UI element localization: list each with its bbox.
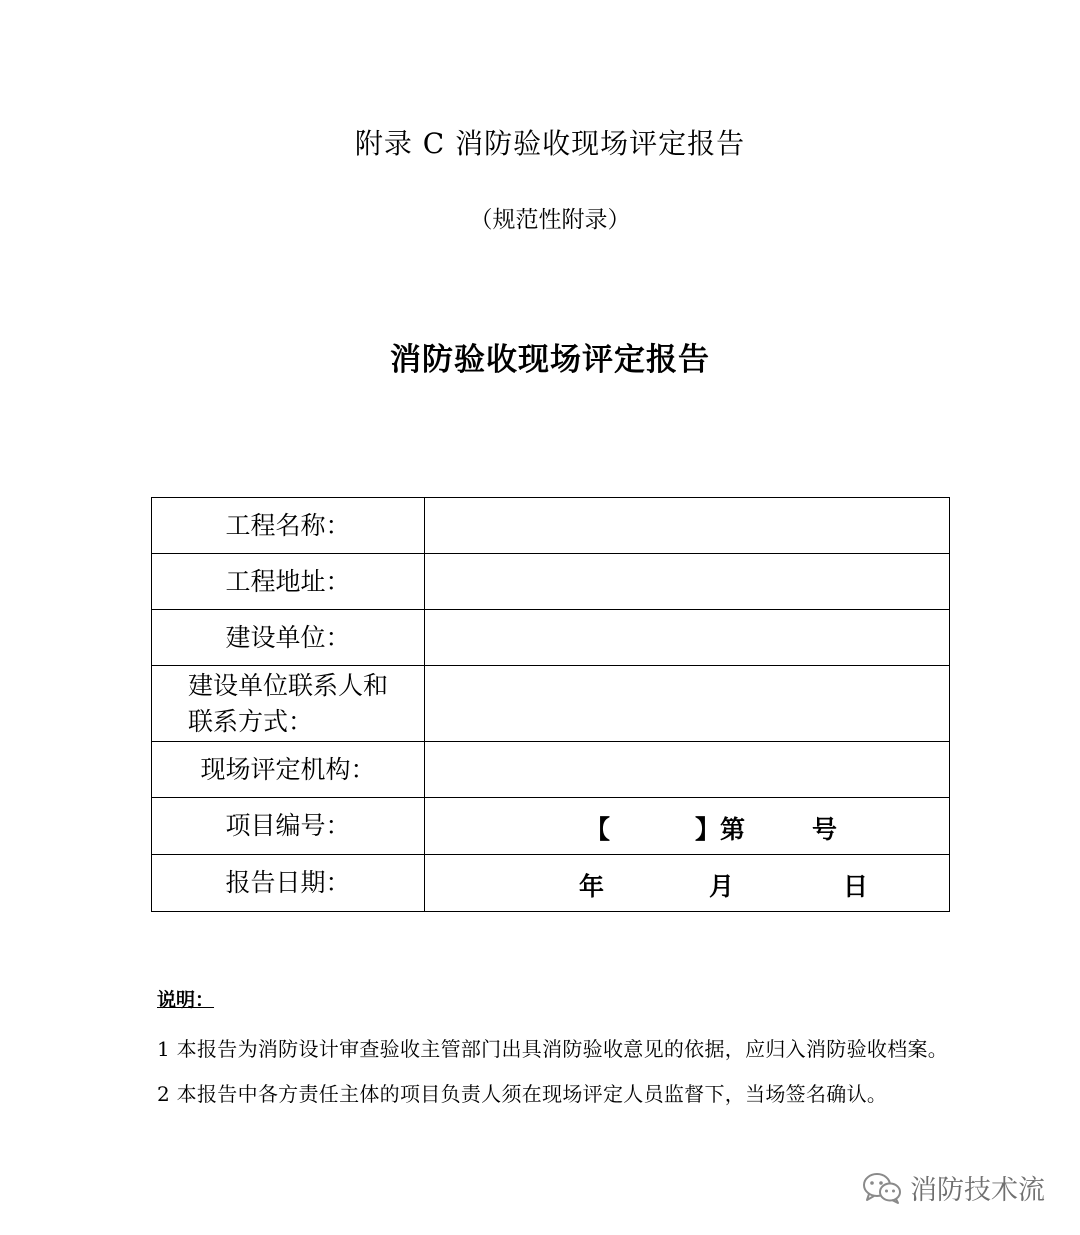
table-row-evaluation-agency: [152, 742, 950, 798]
appendix-subtitle: （规范性附录）: [469, 207, 631, 233]
table-row-report-date: [152, 855, 950, 912]
table-row-project-name: [152, 498, 950, 554]
open-bracket: 【: [585, 815, 611, 844]
table-row-project-address: [152, 554, 950, 610]
contact-label: [152, 666, 425, 742]
contact-field[interactable]: [425, 666, 950, 742]
table-row-project-number: [152, 798, 950, 855]
appendix-title: 附录 C 消防验收现场评定报告: [354, 127, 746, 160]
close-bracket-di: 】第: [695, 815, 746, 844]
hao-text: 号: [812, 815, 838, 844]
report-date-label: 报告日期：: [152, 855, 425, 912]
wechat-icon: [862, 1171, 902, 1205]
month-text: 月: [709, 872, 735, 901]
project-address-field[interactable]: [425, 554, 950, 610]
project-number-field[interactable]: [425, 798, 950, 855]
table-row-construction-unit: [152, 610, 950, 666]
construction-unit-field[interactable]: [425, 610, 950, 666]
construction-unit-label: 建设单位：: [152, 610, 425, 666]
project-name-field[interactable]: [425, 498, 950, 554]
watermark-text: 消防技术流: [910, 1175, 1045, 1206]
contact-label-line1: 建设单位联系人和: [187, 670, 388, 700]
watermark: [862, 1168, 1045, 1207]
evaluation-agency-label: 现场评定机构：: [152, 742, 425, 798]
report-info-table: [151, 497, 950, 912]
day-text: 日: [843, 872, 869, 901]
notes-heading: 说明：: [157, 989, 215, 1011]
project-name-label: 工程名称：: [152, 498, 425, 554]
year-text: 年: [579, 872, 605, 901]
evaluation-agency-field[interactable]: [425, 742, 950, 798]
report-title: 消防验收现场评定报告: [390, 342, 710, 378]
note-item-2: 2 本报告中各方责任主体的项目负责人须在现场评定人员监督下，当场签名确认。: [157, 1082, 888, 1106]
table-row-contact: [152, 666, 950, 742]
note-item-1: 1 本报告为消防设计审查验收主管部门出具消防验收意见的依据，应归入消防验收档案。: [157, 1037, 949, 1061]
report-date-field[interactable]: [425, 855, 950, 912]
project-number-label: 项目编号：: [152, 798, 425, 855]
project-address-label: 工程地址：: [152, 554, 425, 610]
contact-label-line2: 联系方式：: [187, 706, 313, 736]
